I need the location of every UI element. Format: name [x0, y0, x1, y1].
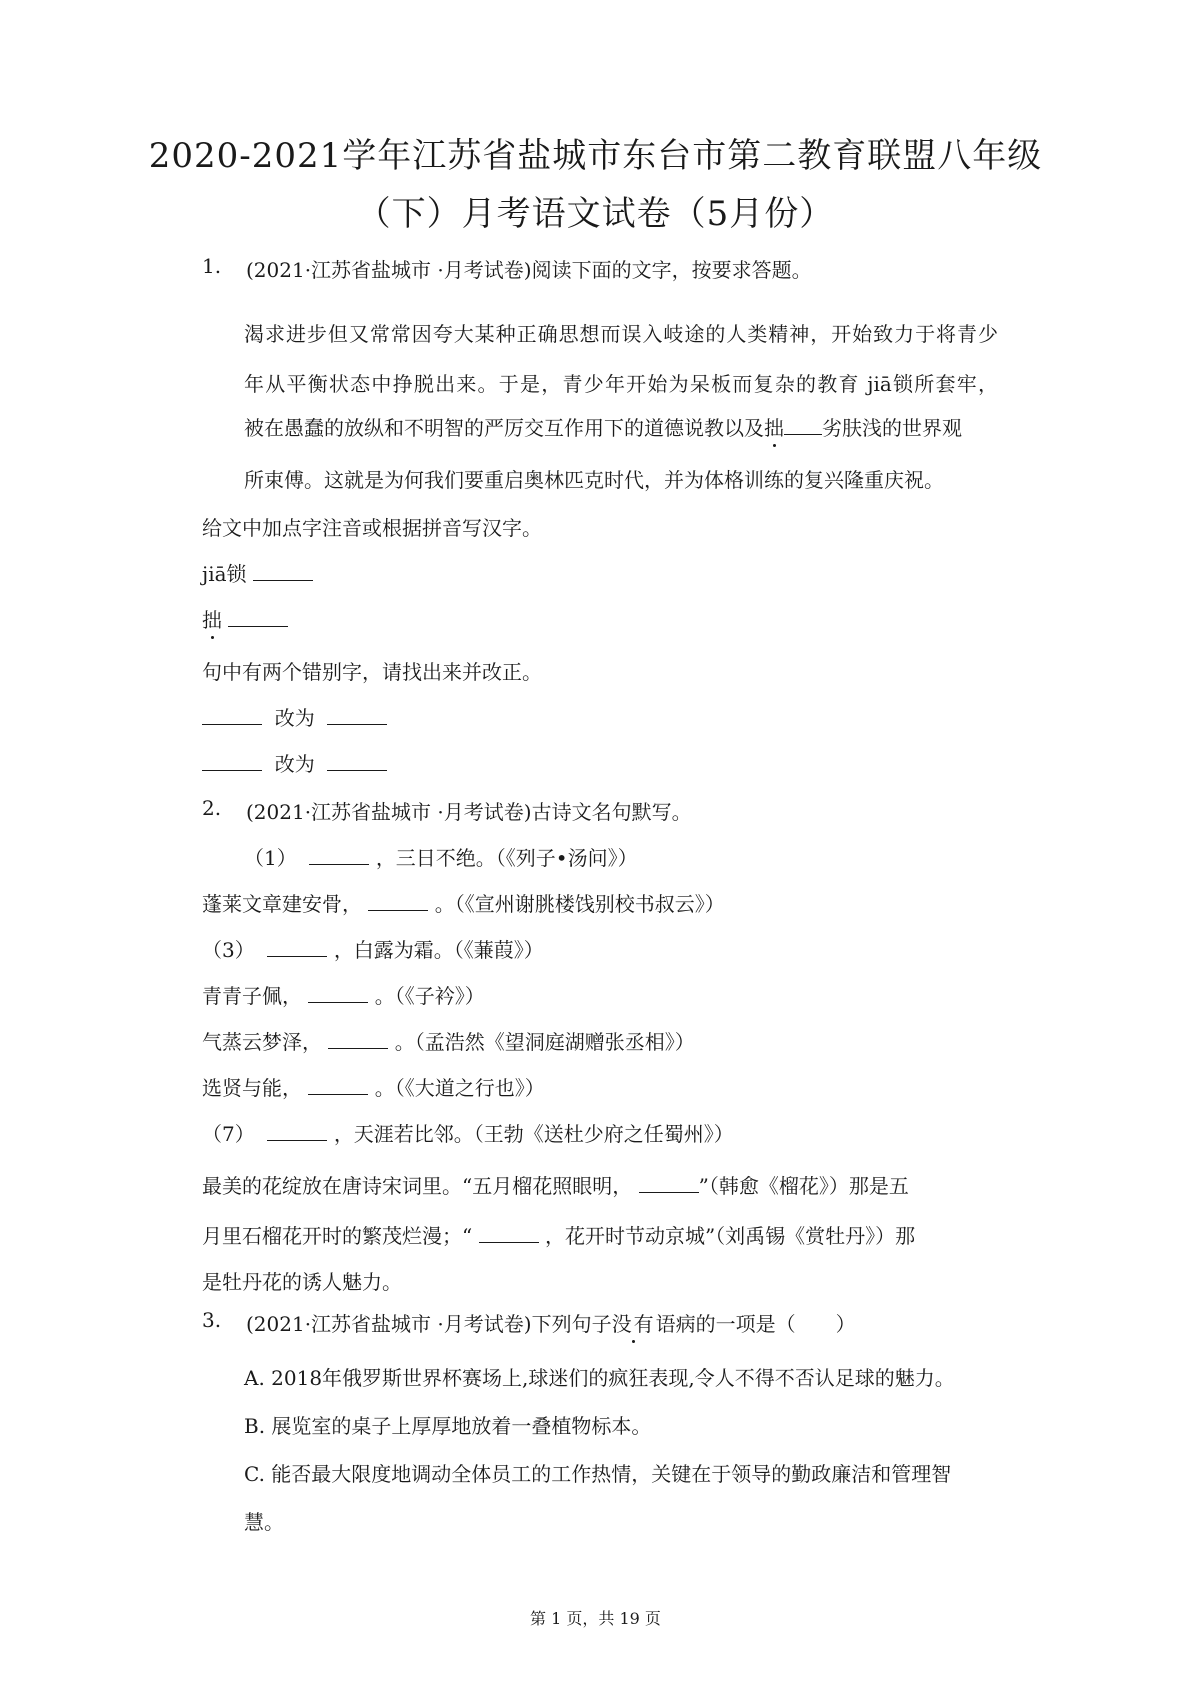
- q1-item1: jiā锁: [202, 558, 313, 587]
- q1-item2: 拙: [202, 604, 288, 633]
- q2-line7: （7） ，天涯若比邻。（王勃《送杜少府之任蜀州》）: [202, 1122, 734, 1146]
- page-title-line1: 2020-2021学年江苏省盐城市东台市第二教育联盟八年级: [148, 136, 1043, 176]
- answer-blank[interactable]: [368, 892, 428, 911]
- dotted-chars: 没有: [612, 1308, 656, 1337]
- q2-line10: 是牡丹花的诱人魅力。: [202, 1270, 402, 1294]
- answer-blank[interactable]: [267, 1122, 327, 1141]
- q2-line9: 月里石榴花开时的繁茂烂漫；“ ，花开时节动京城”（刘禹锡《赏牡丹》）那: [202, 1224, 916, 1248]
- q3-number: 3.: [202, 1308, 222, 1332]
- q3-option-c[interactable]: C. 能否最大限度地调动全体员工的工作热情，关键在于领导的勤政廉洁和管理智: [244, 1462, 952, 1486]
- page-footer: 第 1 页，共 19 页: [530, 1609, 661, 1628]
- q2-number: 2.: [202, 796, 222, 820]
- q2-line4: 青青子佩， 。（《子衿》）: [202, 984, 485, 1008]
- q1-correction1: 改为: [202, 702, 387, 731]
- answer-blank[interactable]: [309, 846, 369, 865]
- q1-instruction1: 给文中加点字注音或根据拼音写汉字。: [202, 516, 542, 540]
- answer-blank[interactable]: [228, 608, 288, 627]
- q3-option-a[interactable]: A. 2018年俄罗斯世界杯赛场上,球迷们的疯狂表现,令人不得不否认足球的魅力。: [244, 1366, 955, 1390]
- q1-passage-line4: 所束傅。这就是为何我们要重启奥林匹克时代，并为体格训练的复兴隆重庆祝。: [244, 468, 944, 492]
- answer-blank[interactable]: [308, 1076, 368, 1095]
- answer-blank[interactable]: [479, 1224, 539, 1243]
- q1-number: 1.: [202, 254, 222, 278]
- page-title-line2: （下）月考语文试卷（5月份）: [356, 194, 835, 234]
- q2-line1: （1） ，三日不绝。（《列子•汤问》）: [244, 846, 638, 870]
- answer-blank[interactable]: [253, 562, 313, 581]
- q2-line8: 最美的花绽放在唐诗宋词里。“五月榴花照眼明， ”（韩愈《榴花》）那是五: [202, 1174, 909, 1198]
- answer-blank[interactable]: [784, 416, 822, 435]
- q1-passage-line3: 被在愚蠢的放纵和不明智的严厉交互作用下的道德说教以及拙 劣肤浅的世界观: [244, 412, 962, 441]
- answer-blank[interactable]: [328, 1030, 388, 1049]
- q3-source: (2021·江苏省盐城市 ·月考试卷)下列句子没有语病的一项是（ ）: [246, 1308, 856, 1337]
- q1-correction2: 改为: [202, 748, 387, 777]
- answer-blank[interactable]: [308, 984, 368, 1003]
- answer-blank[interactable]: [202, 706, 262, 725]
- q2-line6: 选贤与能， 。（《大道之行也》）: [202, 1076, 545, 1100]
- answer-blank[interactable]: [327, 752, 387, 771]
- q2-source: (2021·江苏省盐城市 ·月考试卷)古诗文名句默写。: [246, 800, 692, 824]
- q1-instruction2: 句中有两个错别字，请找出来并改正。: [202, 660, 542, 684]
- q1-passage-line2: 年从平衡状态中挣脱出来。于是，青少年开始为呆板而复杂的教育 jiā锁所套牢，: [244, 372, 998, 396]
- answer-blank[interactable]: [327, 706, 387, 725]
- dotted-char: 拙: [764, 412, 784, 441]
- q2-line5: 气蒸云梦泽， 。（孟浩然《望洞庭湖赠张丞相》）: [202, 1030, 695, 1054]
- q3-option-b[interactable]: B. 展览室的桌子上厚厚地放着一叠植物标本。: [244, 1414, 652, 1438]
- q2-line2: 蓬莱文章建安骨， 。（《宣州谢朓楼饯别校书叔云》）: [202, 892, 725, 916]
- q1-source: (2021·江苏省盐城市 ·月考试卷)阅读下面的文字，按要求答题。: [246, 258, 812, 282]
- answer-blank[interactable]: [639, 1174, 699, 1193]
- q1-passage-line1: 渴求进步但又常常因夸大某种正确思想而误入岐途的人类精神，开始致力于将青少: [244, 322, 998, 346]
- answer-blank[interactable]: [267, 938, 327, 957]
- answer-blank[interactable]: [202, 752, 262, 771]
- q2-line3: （3） ，白露为霜。（《蒹葭》）: [202, 938, 544, 962]
- q3-option-c-cont: 慧。: [244, 1510, 284, 1534]
